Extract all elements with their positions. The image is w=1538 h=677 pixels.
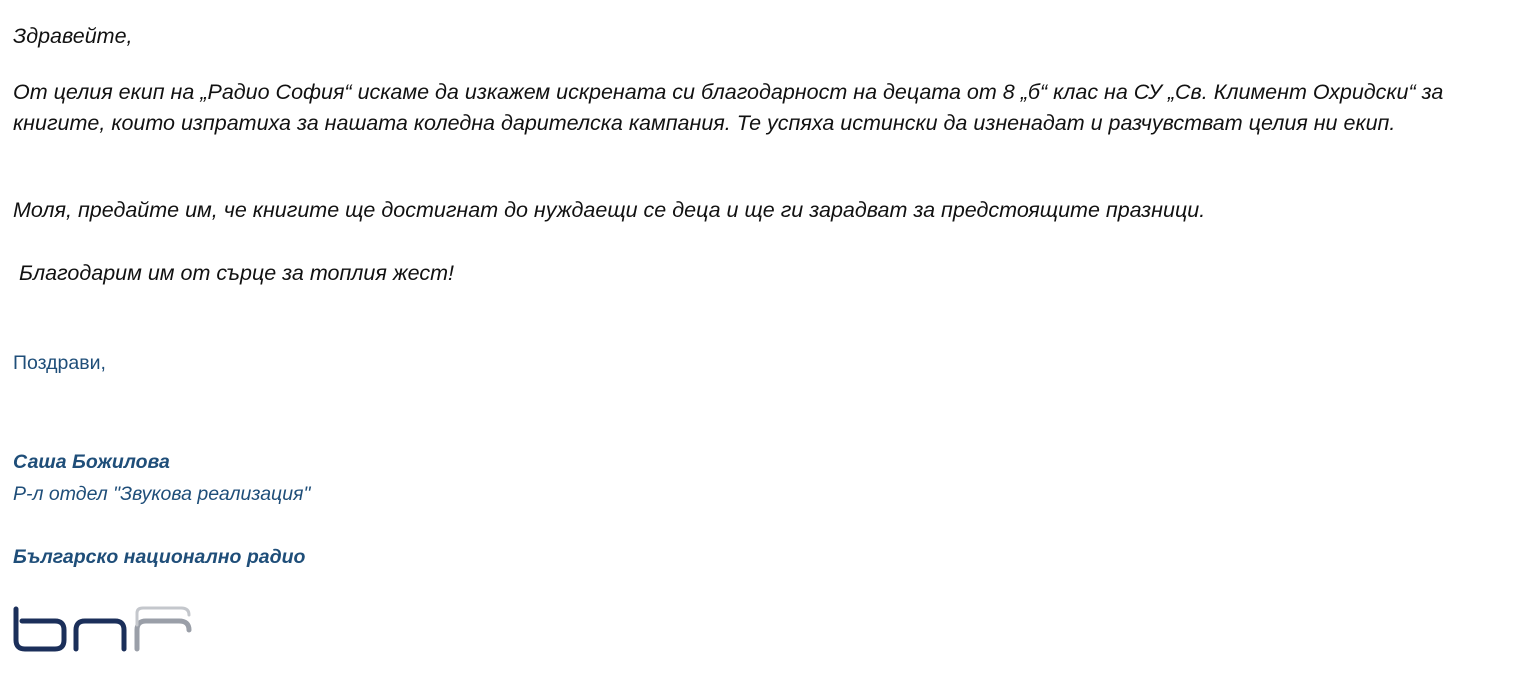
message-paragraph-please: Моля, предайте им, че книгите ще достигнат до нуждаещи се деца и ще ги зарадват за предстоящите празници.	[13, 198, 1206, 222]
message-paragraph-thanks: Благодарим им от сърце за топлия жест!	[13, 261, 454, 285]
signature-name: Саша Божилова	[13, 451, 170, 473]
message-paragraph-main: От целия екип на „Радио София“ искаме да изкажем искрената си благодарност на децата от 8 „б“ клас на СУ „Св. Климент Охридски“ за книгите, които изпратиха за нашата коледна дарителска кампания. Те успяха истински да изненадат и разчувстват целия ни екип.	[13, 80, 1450, 135]
signature-organization: Българско национално радио	[13, 546, 306, 568]
bnr-logo	[13, 603, 193, 671]
bnr-logo-icon	[13, 603, 193, 671]
regards-text: Поздрави,	[13, 352, 106, 374]
signature-title: Р-л отдел "Звукова реализация"	[13, 483, 311, 505]
greeting-text: Здравейте,	[13, 24, 133, 48]
